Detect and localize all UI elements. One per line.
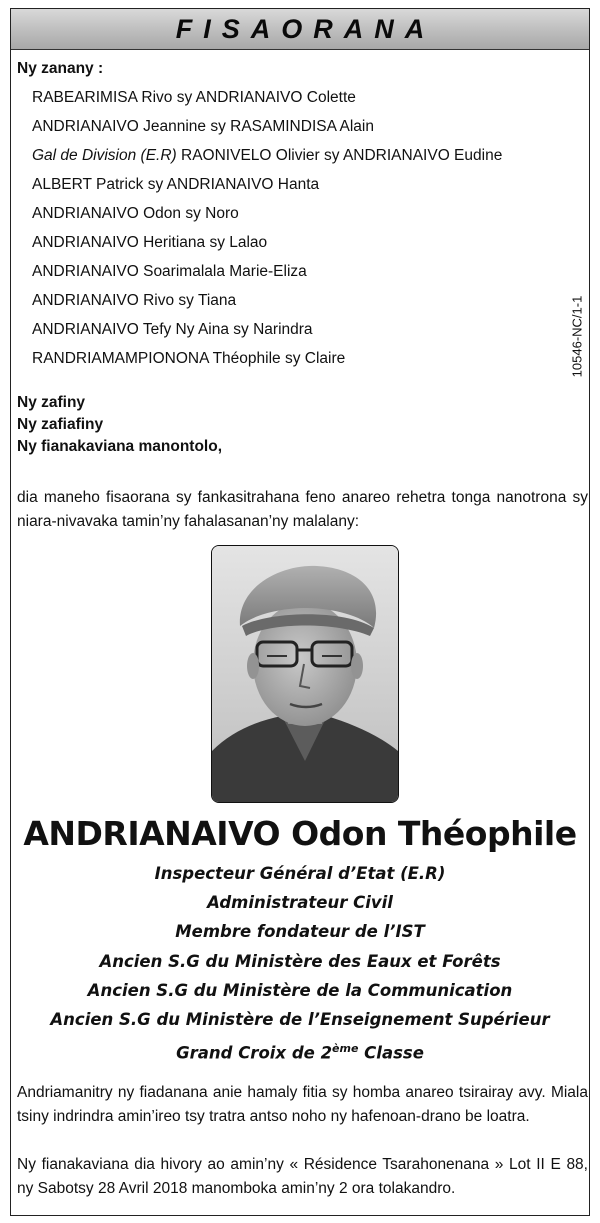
announcement-paragraph: Ny fianakaviana dia hivory ao amin’ny « Résidence Tsarahonenana » Lot II E 88, ny Sabotsy 28 Avril 2018 manomboka amin’ny 2 ora tolakandro. [17, 1156, 588, 1197]
survivor-line: RANDRIAMAMPIONONA Théophile sy Claire [32, 350, 346, 367]
survivor-line: ANDRIANAIVO Tefy Ny Aina sy Narindra [32, 321, 313, 338]
notice-title: FISAORANA [175, 13, 436, 44]
deceased-titles [11, 859, 589, 1063]
title-line: Administrateur Civil [207, 893, 393, 913]
great-grandchildren-label: Ny zafiafiny [17, 416, 104, 433]
grandchildren-label: Ny zafiny [17, 394, 86, 411]
extended-family-label: Ny fianakaviana manontolo, [17, 438, 222, 455]
reference-code: 10546-NC/1-1 [569, 295, 585, 378]
title-line: Inspecteur Général d’Etat (E.R) [154, 864, 446, 883]
header-banner [11, 9, 589, 50]
portrait-photo [211, 545, 399, 803]
survivor-line: ANDRIANAIVO Jeannine sy RASAMINDISA Alain [32, 118, 374, 135]
obituary-notice [10, 8, 590, 1216]
blessing-paragraph: Andriamanitry ny fiadanana anie hamaly fitia sy homba anareo tsirairay avy. Miala tsiny indrindra amin’ireo tsy tratra antso noho ny hafenoan-drano be loatra. [17, 1084, 588, 1125]
survivor-line: ALBERT Patrick sy ANDRIANAIVO Hanta [32, 176, 320, 193]
title-line: Ancien S.G du Ministère de la Communication [87, 980, 513, 1000]
survivor-line: ANDRIANAIVO Rivo sy Tiana [32, 292, 237, 309]
intro-paragraph: dia maneho fisaorana sy fankasitrahana feno anareo rehetra tonga nanotrona sy niara-nivavaka tamin’ny fahalasanan’ny malalany: [17, 489, 588, 530]
deceased-name: ANDRIANAIVO Odon Théophile [23, 814, 577, 853]
rank-prefix: Gal de Division (E.R) [32, 147, 177, 164]
survivor-line: Gal de Division (E.R) RAONIVELO Olivier sy ANDRIANAIVO Eudine [32, 147, 503, 164]
title-line: Membre fondateur de l’IST [175, 922, 425, 942]
survivor-line: RABEARIMISA Rivo sy ANDRIANAIVO Colette [32, 89, 356, 106]
award-line: Grand Croix de 2ème Classe [176, 1042, 424, 1063]
children-label: Ny zanany : [17, 60, 104, 77]
portrait-image [212, 546, 398, 802]
title-line: Ancien S.G du Ministère des Eaux et Forêts [99, 951, 501, 971]
survivor-line: ANDRIANAIVO Soarimalala Marie-Eliza [32, 263, 307, 280]
survivor-line: ANDRIANAIVO Odon sy Noro [32, 205, 239, 222]
title-line: Ancien S.G du Ministère de l’Enseignement Supérieur [50, 1009, 550, 1029]
survivor-line: ANDRIANAIVO Heritiana sy Lalao [32, 234, 268, 251]
